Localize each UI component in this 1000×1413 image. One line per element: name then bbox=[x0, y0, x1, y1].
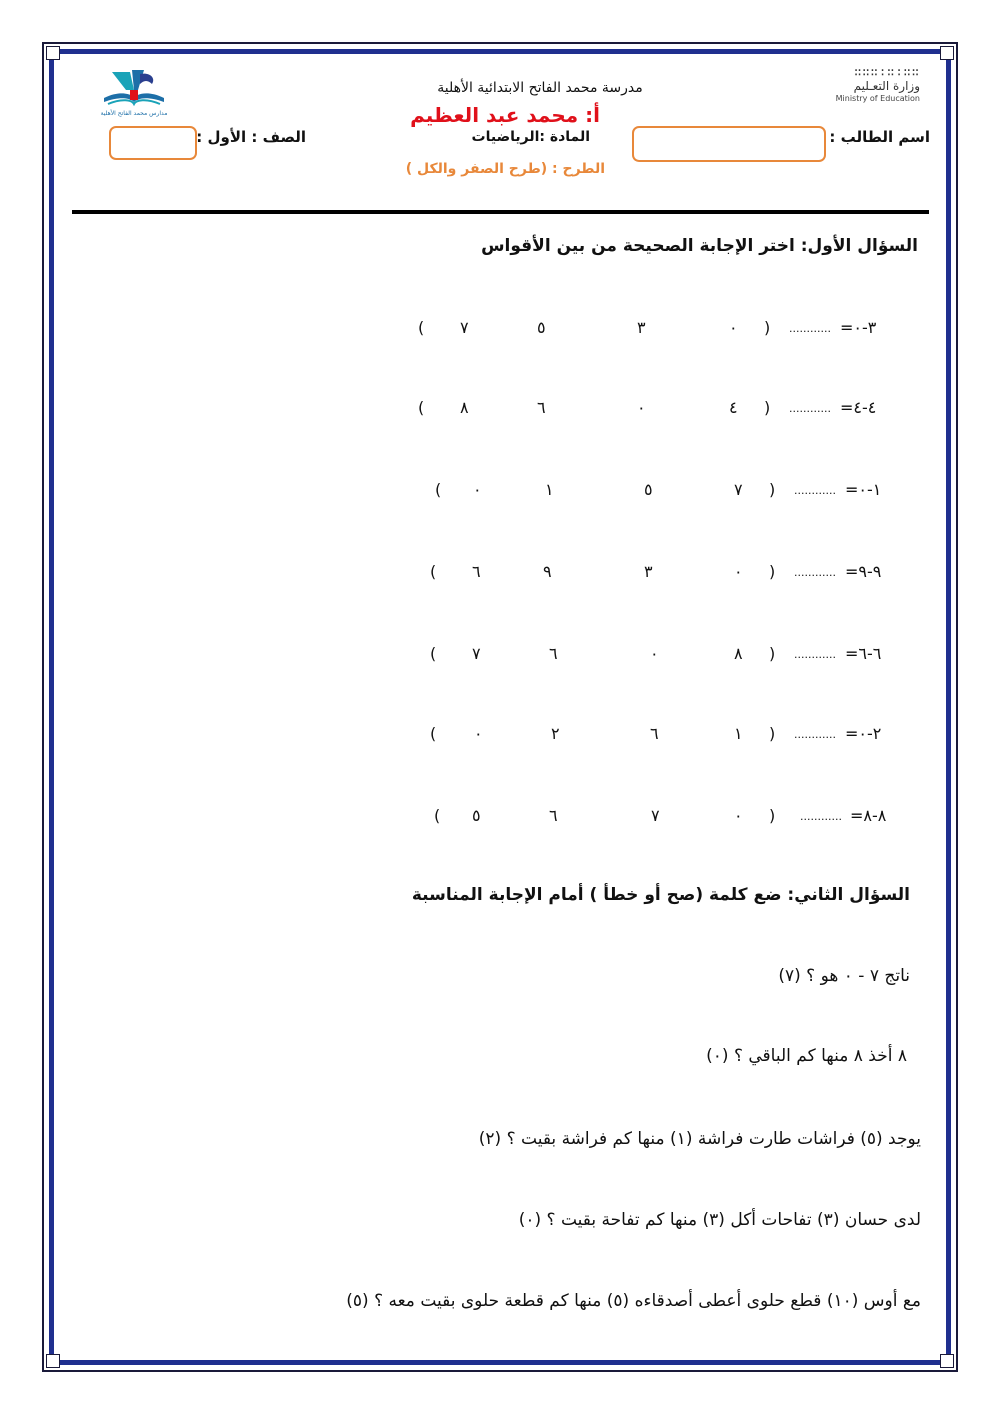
q1-paren-open: ) bbox=[769, 480, 776, 499]
q1-option[interactable]: ٨ bbox=[734, 644, 743, 663]
q1-paren-close: ( bbox=[418, 398, 425, 417]
question1-title: السؤال الأول: اختر الإجابة الصحيحة من بين الأقواس bbox=[481, 236, 918, 256]
question1-row bbox=[0, 724, 1000, 750]
q1-answer-blank[interactable]: ............ bbox=[794, 648, 836, 661]
q1-option[interactable]: ٠ bbox=[473, 480, 482, 499]
q1-option[interactable]: ٣ bbox=[644, 562, 653, 581]
student-name-field[interactable] bbox=[632, 126, 826, 162]
q1-expression: ٢-٠= bbox=[845, 724, 882, 743]
frame-corner-bottom-left bbox=[46, 1354, 60, 1368]
q1-paren-close: ( bbox=[430, 644, 437, 663]
q1-expression: ٣-٠= bbox=[840, 318, 877, 337]
q1-option[interactable]: ٠ bbox=[650, 644, 659, 663]
q1-paren-open: ) bbox=[769, 644, 776, 663]
ministry-name-english: Ministry of Education bbox=[835, 94, 920, 103]
q1-option[interactable]: ١ bbox=[545, 480, 554, 499]
q1-option[interactable]: ٧ bbox=[472, 644, 481, 663]
q1-option[interactable]: ٦ bbox=[549, 644, 558, 663]
q1-expression: ٩-٩= bbox=[845, 562, 882, 581]
header-divider bbox=[72, 210, 929, 214]
q1-option[interactable]: ٧ bbox=[734, 480, 743, 499]
q1-paren-open: ) bbox=[769, 562, 776, 581]
q1-option[interactable]: ٧ bbox=[651, 806, 660, 825]
q1-option[interactable]: ٩ bbox=[543, 562, 552, 581]
q1-paren-close: ( bbox=[418, 318, 425, 337]
q1-answer-blank[interactable]: ............ bbox=[789, 402, 831, 415]
q1-option[interactable]: ٠ bbox=[637, 398, 646, 417]
school-logo bbox=[86, 68, 182, 120]
q2-statement: يوجد (٥) فراشات طارت فراشة (١) منها كم فراشة بقيت ؟ (٢) bbox=[478, 1129, 921, 1149]
q1-answer-blank[interactable]: ............ bbox=[800, 810, 842, 823]
school-logo-text: مدارس محمد الفاتح الأهلية bbox=[100, 110, 168, 117]
q1-expression: ١-٠= bbox=[845, 480, 882, 499]
q1-option[interactable]: ٥ bbox=[644, 480, 653, 499]
q1-option[interactable]: ٦ bbox=[537, 398, 546, 417]
question2-title: السؤال الثاني: ضع كلمة (صح أو خطأ ) أمام الإجابة المناسبة bbox=[411, 885, 910, 905]
q1-answer-blank[interactable]: ............ bbox=[794, 566, 836, 579]
question1-row bbox=[0, 644, 1000, 670]
q1-expression: ٤-٤= bbox=[840, 398, 877, 417]
q1-option[interactable]: ٣ bbox=[637, 318, 646, 337]
q1-paren-open: ) bbox=[769, 724, 776, 743]
q1-paren-open: ) bbox=[764, 318, 771, 337]
q1-option[interactable]: ٠ bbox=[729, 318, 738, 337]
lesson-title: الطرح : (طرح الصفر والكل ) bbox=[405, 161, 605, 177]
q1-expression: ٨-٨= bbox=[850, 806, 887, 825]
q1-option[interactable]: ٤ bbox=[729, 398, 738, 417]
q2-statement: ناتج ٧ - ٠ هو ؟ (٧) bbox=[778, 966, 910, 986]
q1-option[interactable]: ١ bbox=[734, 724, 743, 743]
ministry-logo bbox=[780, 66, 920, 116]
q1-option[interactable]: ٦ bbox=[549, 806, 558, 825]
q1-option[interactable]: ٠ bbox=[734, 562, 743, 581]
q1-option[interactable]: ٥ bbox=[537, 318, 546, 337]
ministry-name-arabic: وزارة التعـليم bbox=[853, 79, 920, 93]
q2-statement: مع أوس (١٠) قطع حلوى أعطى أصدقاءه (٥) منها كم قطعة حلوى بقيت معه ؟ (٥) bbox=[346, 1291, 921, 1311]
q1-paren-close: ( bbox=[435, 480, 442, 499]
teacher-name: أ: محمد عبد العظيم bbox=[410, 103, 600, 127]
q1-option[interactable]: ٧ bbox=[460, 318, 469, 337]
q1-answer-blank[interactable]: ............ bbox=[794, 484, 836, 497]
ministry-logo-icon: ∷∷∷∶∷∶∷∷ bbox=[854, 65, 920, 79]
q1-paren-close: ( bbox=[434, 806, 441, 825]
frame-corner-bottom-right bbox=[940, 1354, 954, 1368]
q1-answer-blank[interactable]: ............ bbox=[794, 728, 836, 741]
question1-row bbox=[0, 398, 1000, 424]
q1-paren-close: ( bbox=[430, 562, 437, 581]
frame-corner-top-left bbox=[46, 46, 60, 60]
q1-option[interactable]: ٦ bbox=[472, 562, 481, 581]
grade-label: الصف : الأول : bbox=[196, 128, 306, 146]
grade-field[interactable] bbox=[109, 126, 197, 160]
question1-row bbox=[0, 318, 1000, 344]
question1-row bbox=[0, 562, 1000, 588]
q1-option[interactable]: ٠ bbox=[474, 724, 483, 743]
q1-paren-open: ) bbox=[764, 398, 771, 417]
subject-label: المادة :الرياضيات bbox=[471, 129, 590, 145]
q1-option[interactable]: ٦ bbox=[650, 724, 659, 743]
q1-paren-close: ( bbox=[430, 724, 437, 743]
q1-expression: ٦-٦= bbox=[845, 644, 882, 663]
question1-row bbox=[0, 806, 1000, 832]
q2-statement: لدى حسان (٣) تفاحات أكل (٣) منها كم تفاحة بقيت ؟ (٠) bbox=[518, 1210, 921, 1230]
frame-corner-top-right bbox=[940, 46, 954, 60]
q1-option[interactable]: ٨ bbox=[460, 398, 469, 417]
q1-answer-blank[interactable]: ............ bbox=[789, 322, 831, 335]
q1-option[interactable]: ٢ bbox=[551, 724, 560, 743]
q1-paren-open: ) bbox=[769, 806, 776, 825]
school-name: مدرسة محمد الفاتح الابتدائية الأهلية bbox=[437, 80, 643, 96]
q1-option[interactable]: ٠ bbox=[734, 806, 743, 825]
q2-statement: ٨ أخذ ٨ منها كم الباقي ؟ (٠) bbox=[706, 1046, 907, 1066]
question1-row bbox=[0, 480, 1000, 506]
student-name-label: اسم الطالب : bbox=[829, 128, 930, 146]
q1-option[interactable]: ٥ bbox=[472, 806, 481, 825]
